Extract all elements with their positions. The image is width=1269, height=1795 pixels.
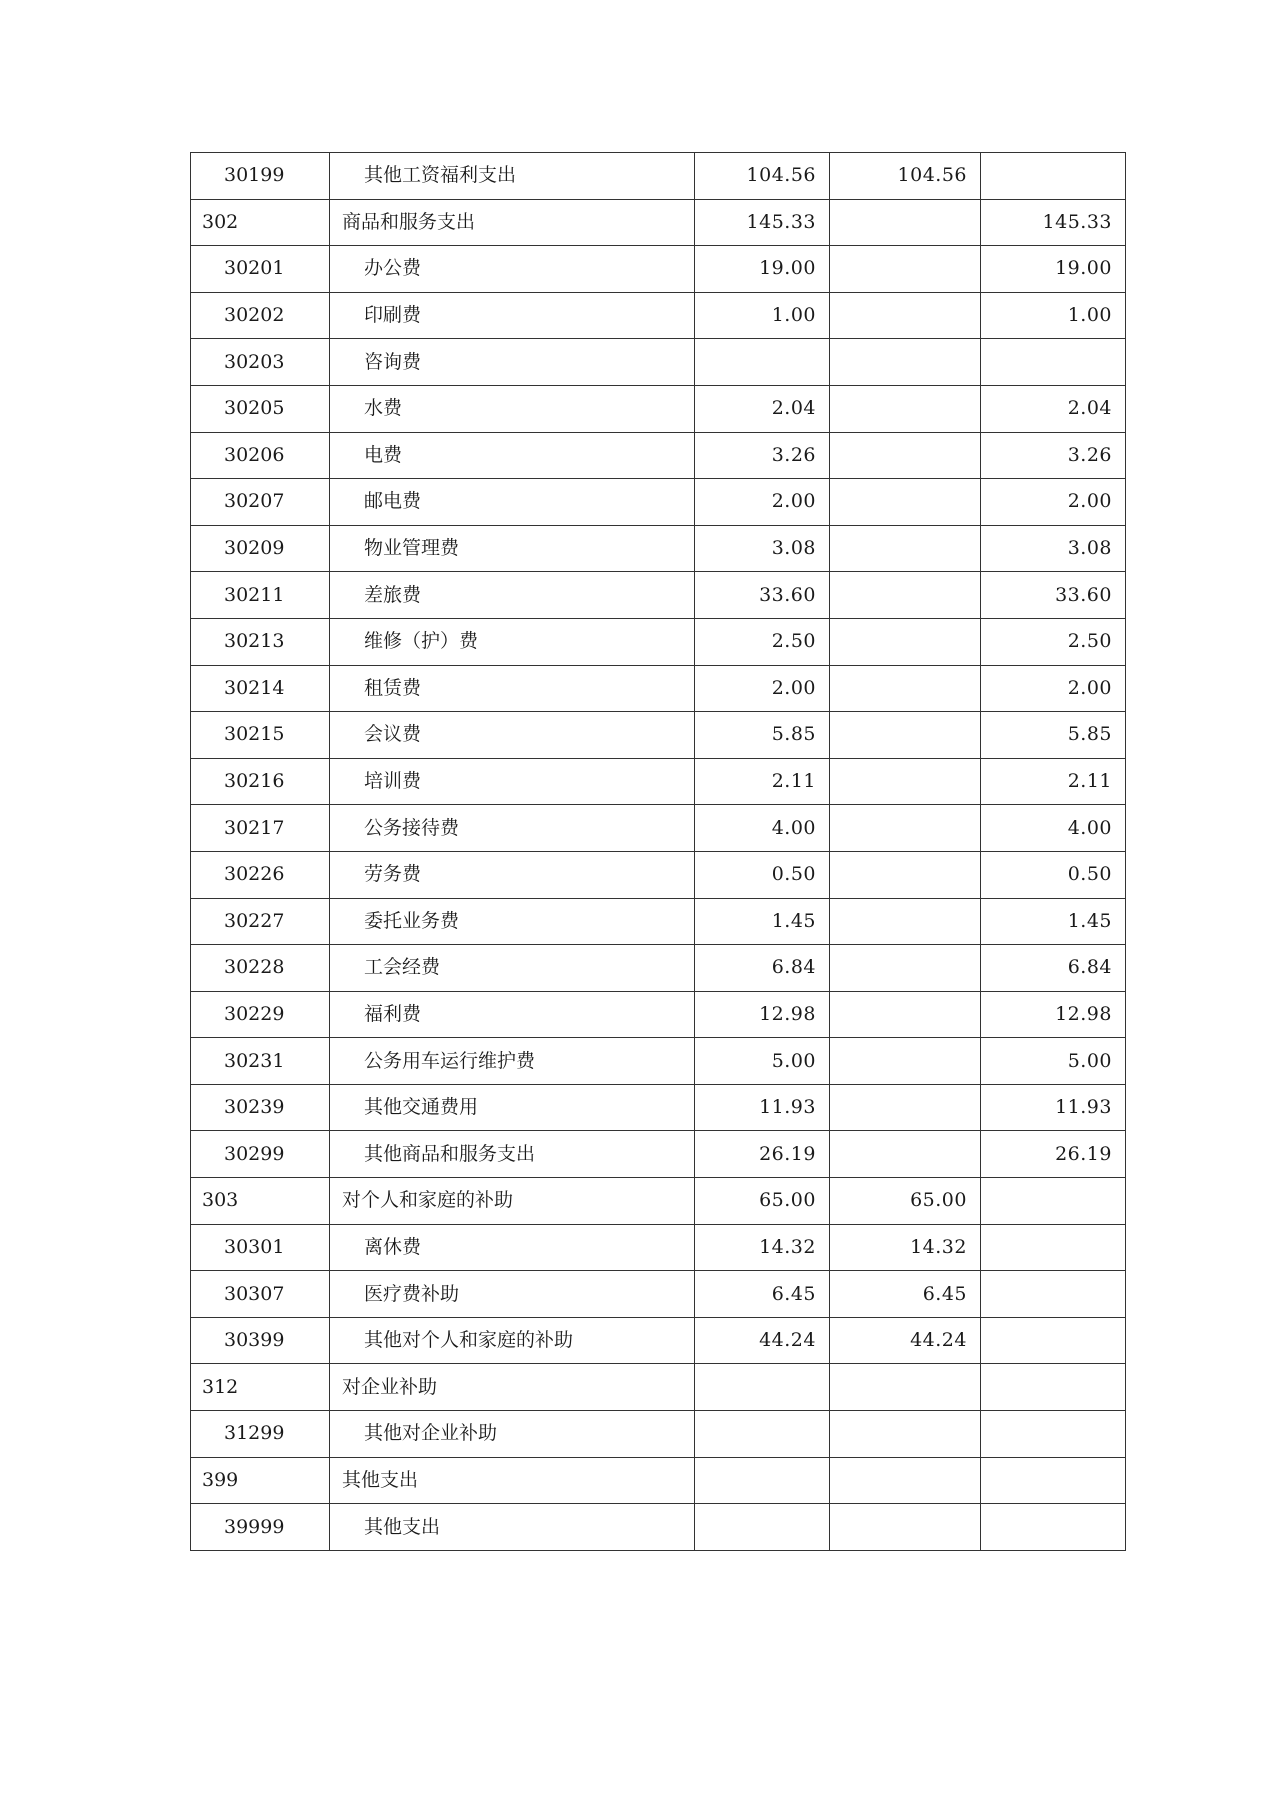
basic-expenditure-cell xyxy=(830,1457,981,1504)
name-cell: 其他支出 xyxy=(330,1504,695,1551)
total-cell xyxy=(695,1364,830,1411)
total-cell: 12.98 xyxy=(695,991,830,1038)
name-cell: 维修（护）费 xyxy=(330,618,695,665)
name-cell: 离休费 xyxy=(330,1224,695,1271)
basic-expenditure-cell xyxy=(830,851,981,898)
basic-expenditure-cell: 6.45 xyxy=(830,1271,981,1318)
project-expenditure-cell: 5.00 xyxy=(981,1038,1126,1085)
name-cell: 公务接待费 xyxy=(330,805,695,852)
code-cell: 39999 xyxy=(191,1504,330,1551)
total-cell: 3.26 xyxy=(695,432,830,479)
total-cell xyxy=(695,1504,830,1551)
name-cell: 咨询费 xyxy=(330,339,695,386)
project-expenditure-cell: 2.11 xyxy=(981,758,1126,805)
project-expenditure-cell xyxy=(981,1178,1126,1225)
total-cell: 104.56 xyxy=(695,153,830,200)
project-expenditure-cell: 1.00 xyxy=(981,292,1126,339)
total-cell: 14.32 xyxy=(695,1224,830,1271)
table-row xyxy=(191,339,1126,386)
project-expenditure-cell xyxy=(981,1364,1126,1411)
total-cell: 65.00 xyxy=(695,1178,830,1225)
table-row xyxy=(191,851,1126,898)
code-cell: 30201 xyxy=(191,246,330,293)
project-expenditure-cell: 2.00 xyxy=(981,479,1126,526)
code-cell: 30228 xyxy=(191,945,330,992)
total-cell: 2.00 xyxy=(695,665,830,712)
table-row xyxy=(191,1038,1126,1085)
code-cell: 30227 xyxy=(191,898,330,945)
basic-expenditure-cell xyxy=(830,525,981,572)
name-cell: 委托业务费 xyxy=(330,898,695,945)
basic-expenditure-cell xyxy=(830,246,981,293)
basic-expenditure-cell: 44.24 xyxy=(830,1317,981,1364)
total-cell xyxy=(695,339,830,386)
basic-expenditure-cell: 65.00 xyxy=(830,1178,981,1225)
code-cell: 30399 xyxy=(191,1317,330,1364)
total-cell: 1.00 xyxy=(695,292,830,339)
table-row xyxy=(191,1457,1126,1504)
table-row xyxy=(191,246,1126,293)
total-cell: 26.19 xyxy=(695,1131,830,1178)
basic-expenditure-cell: 104.56 xyxy=(830,153,981,200)
name-cell: 其他商品和服务支出 xyxy=(330,1131,695,1178)
total-cell: 44.24 xyxy=(695,1317,830,1364)
total-cell: 0.50 xyxy=(695,851,830,898)
basic-expenditure-cell xyxy=(830,572,981,619)
project-expenditure-cell: 33.60 xyxy=(981,572,1126,619)
project-expenditure-cell xyxy=(981,1411,1126,1458)
project-expenditure-cell: 3.26 xyxy=(981,432,1126,479)
code-cell: 30209 xyxy=(191,525,330,572)
project-expenditure-cell: 5.85 xyxy=(981,712,1126,759)
name-cell: 其他支出 xyxy=(330,1457,695,1504)
name-cell: 印刷费 xyxy=(330,292,695,339)
total-cell: 145.33 xyxy=(695,199,830,246)
table-row xyxy=(191,945,1126,992)
total-cell: 3.08 xyxy=(695,525,830,572)
expenditure-table xyxy=(190,152,1126,1551)
basic-expenditure-cell xyxy=(830,432,981,479)
total-cell: 2.04 xyxy=(695,385,830,432)
total-cell: 5.85 xyxy=(695,712,830,759)
code-cell: 30217 xyxy=(191,805,330,852)
table-row xyxy=(191,1084,1126,1131)
table-row xyxy=(191,758,1126,805)
code-cell: 30202 xyxy=(191,292,330,339)
code-cell: 303 xyxy=(191,1178,330,1225)
table-row xyxy=(191,199,1126,246)
name-cell: 福利费 xyxy=(330,991,695,1038)
name-cell: 工会经费 xyxy=(330,945,695,992)
basic-expenditure-cell xyxy=(830,292,981,339)
project-expenditure-cell: 19.00 xyxy=(981,246,1126,293)
total-cell: 19.00 xyxy=(695,246,830,293)
code-cell: 30203 xyxy=(191,339,330,386)
code-cell: 30229 xyxy=(191,991,330,1038)
project-expenditure-cell: 2.50 xyxy=(981,618,1126,665)
code-cell: 30231 xyxy=(191,1038,330,1085)
name-cell: 其他交通费用 xyxy=(330,1084,695,1131)
table-row xyxy=(191,898,1126,945)
code-cell: 30206 xyxy=(191,432,330,479)
basic-expenditure-cell: 14.32 xyxy=(830,1224,981,1271)
table-row xyxy=(191,1317,1126,1364)
total-cell: 2.00 xyxy=(695,479,830,526)
table-row xyxy=(191,1364,1126,1411)
code-cell: 30301 xyxy=(191,1224,330,1271)
code-cell: 30211 xyxy=(191,572,330,619)
table-row xyxy=(191,432,1126,479)
name-cell: 劳务费 xyxy=(330,851,695,898)
name-cell: 邮电费 xyxy=(330,479,695,526)
total-cell xyxy=(695,1411,830,1458)
name-cell: 差旅费 xyxy=(330,572,695,619)
total-cell: 5.00 xyxy=(695,1038,830,1085)
basic-expenditure-cell xyxy=(830,712,981,759)
name-cell: 租赁费 xyxy=(330,665,695,712)
table-row xyxy=(191,1224,1126,1271)
total-cell xyxy=(695,1457,830,1504)
name-cell: 其他工资福利支出 xyxy=(330,153,695,200)
total-cell: 1.45 xyxy=(695,898,830,945)
project-expenditure-cell: 0.50 xyxy=(981,851,1126,898)
total-cell: 2.11 xyxy=(695,758,830,805)
name-cell: 对个人和家庭的补助 xyxy=(330,1178,695,1225)
name-cell: 对企业补助 xyxy=(330,1364,695,1411)
code-cell: 312 xyxy=(191,1364,330,1411)
total-cell: 6.45 xyxy=(695,1271,830,1318)
basic-expenditure-cell xyxy=(830,1131,981,1178)
project-expenditure-cell xyxy=(981,1317,1126,1364)
basic-expenditure-cell xyxy=(830,991,981,1038)
name-cell: 电费 xyxy=(330,432,695,479)
table-row xyxy=(191,1504,1126,1551)
project-expenditure-cell xyxy=(981,1504,1126,1551)
name-cell: 会议费 xyxy=(330,712,695,759)
total-cell: 4.00 xyxy=(695,805,830,852)
basic-expenditure-cell xyxy=(830,1364,981,1411)
basic-expenditure-cell xyxy=(830,1504,981,1551)
project-expenditure-cell xyxy=(981,1224,1126,1271)
code-cell: 399 xyxy=(191,1457,330,1504)
table-row xyxy=(191,618,1126,665)
project-expenditure-cell: 12.98 xyxy=(981,991,1126,1038)
total-cell: 6.84 xyxy=(695,945,830,992)
project-expenditure-cell: 6.84 xyxy=(981,945,1126,992)
code-cell: 30199 xyxy=(191,153,330,200)
basic-expenditure-cell xyxy=(830,1411,981,1458)
name-cell: 培训费 xyxy=(330,758,695,805)
code-cell: 30226 xyxy=(191,851,330,898)
code-cell: 30207 xyxy=(191,479,330,526)
name-cell: 水费 xyxy=(330,385,695,432)
name-cell: 办公费 xyxy=(330,246,695,293)
code-cell: 30214 xyxy=(191,665,330,712)
code-cell: 30215 xyxy=(191,712,330,759)
table-row xyxy=(191,525,1126,572)
name-cell: 物业管理费 xyxy=(330,525,695,572)
total-cell: 2.50 xyxy=(695,618,830,665)
project-expenditure-cell xyxy=(981,1457,1126,1504)
table-row xyxy=(191,991,1126,1038)
project-expenditure-cell: 2.00 xyxy=(981,665,1126,712)
basic-expenditure-cell xyxy=(830,479,981,526)
table-row xyxy=(191,1178,1126,1225)
basic-expenditure-cell xyxy=(830,385,981,432)
basic-expenditure-cell xyxy=(830,898,981,945)
code-cell: 30239 xyxy=(191,1084,330,1131)
code-cell: 302 xyxy=(191,199,330,246)
basic-expenditure-cell xyxy=(830,618,981,665)
table-row xyxy=(191,479,1126,526)
basic-expenditure-cell xyxy=(830,758,981,805)
project-expenditure-cell: 4.00 xyxy=(981,805,1126,852)
code-cell: 30299 xyxy=(191,1131,330,1178)
table-row xyxy=(191,1271,1126,1318)
code-cell: 30213 xyxy=(191,618,330,665)
table-row xyxy=(191,572,1126,619)
name-cell: 其他对企业补助 xyxy=(330,1411,695,1458)
project-expenditure-cell: 2.04 xyxy=(981,385,1126,432)
project-expenditure-cell: 11.93 xyxy=(981,1084,1126,1131)
table-row xyxy=(191,1411,1126,1458)
basic-expenditure-cell xyxy=(830,945,981,992)
basic-expenditure-cell xyxy=(830,1084,981,1131)
basic-expenditure-cell xyxy=(830,1038,981,1085)
name-cell: 其他对个人和家庭的补助 xyxy=(330,1317,695,1364)
code-cell: 30216 xyxy=(191,758,330,805)
project-expenditure-cell: 26.19 xyxy=(981,1131,1126,1178)
basic-expenditure-cell xyxy=(830,665,981,712)
project-expenditure-cell: 1.45 xyxy=(981,898,1126,945)
basic-expenditure-cell xyxy=(830,339,981,386)
project-expenditure-cell: 3.08 xyxy=(981,525,1126,572)
project-expenditure-cell xyxy=(981,339,1126,386)
basic-expenditure-cell xyxy=(830,199,981,246)
table-row xyxy=(191,385,1126,432)
table-row xyxy=(191,1131,1126,1178)
basic-expenditure-cell xyxy=(830,805,981,852)
table-row xyxy=(191,665,1126,712)
table-row xyxy=(191,712,1126,759)
code-cell: 30205 xyxy=(191,385,330,432)
project-expenditure-cell: 145.33 xyxy=(981,199,1126,246)
table-row xyxy=(191,292,1126,339)
code-cell: 31299 xyxy=(191,1411,330,1458)
project-expenditure-cell xyxy=(981,1271,1126,1318)
code-cell: 30307 xyxy=(191,1271,330,1318)
project-expenditure-cell xyxy=(981,153,1126,200)
total-cell: 33.60 xyxy=(695,572,830,619)
table-row xyxy=(191,805,1126,852)
name-cell: 商品和服务支出 xyxy=(330,199,695,246)
table-row xyxy=(191,153,1126,200)
table-body xyxy=(191,153,1126,1551)
total-cell: 11.93 xyxy=(695,1084,830,1131)
name-cell: 公务用车运行维护费 xyxy=(330,1038,695,1085)
name-cell: 医疗费补助 xyxy=(330,1271,695,1318)
